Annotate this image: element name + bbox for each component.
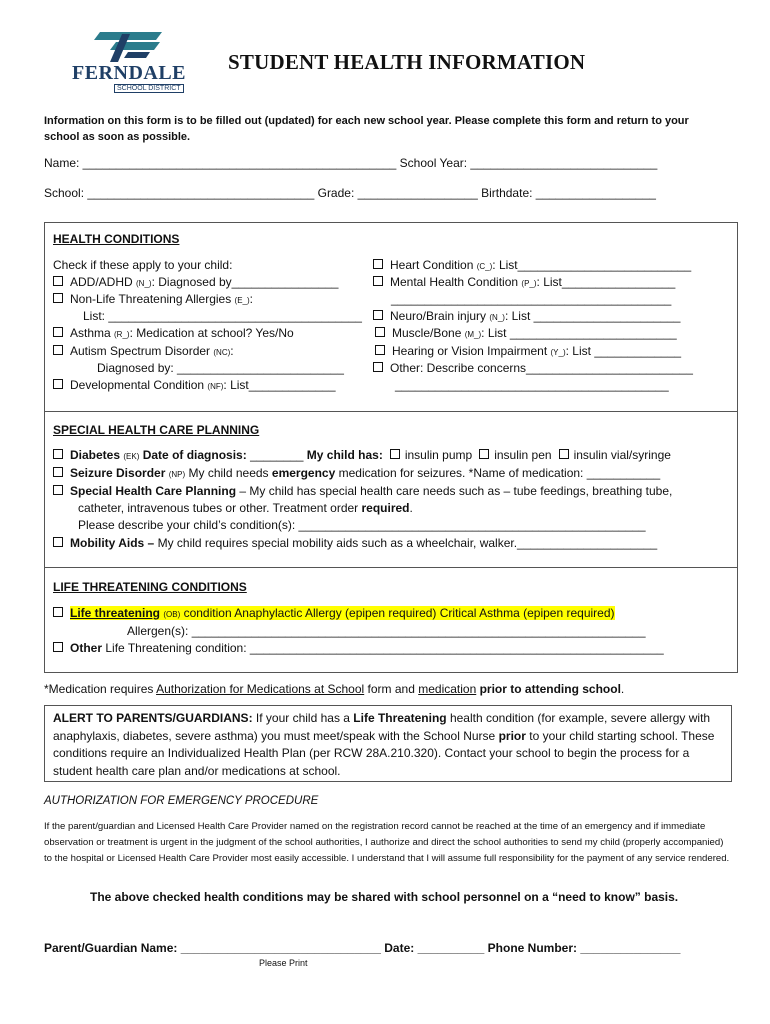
page-title: STUDENT HEALTH INFORMATION: [228, 50, 586, 74]
medication-link[interactable]: medication: [418, 682, 477, 696]
asthma-checkbox[interactable]: [53, 327, 63, 337]
mobility-item[interactable]: Mobility Aids – My child requires special mobility aids such as a wheelchair, walker._____________________: [53, 535, 657, 551]
diabetes-checkbox[interactable]: [53, 449, 63, 459]
signature-line[interactable]: Parent/Guardian Name: ______________________________ Date: __________ Phone Number: _______________: [44, 941, 681, 955]
school-grade-birthdate-line[interactable]: School: __________________________________ Grade: __________________ Birthdate: __________________: [44, 186, 656, 200]
seizure-item[interactable]: Seizure Disorder (NP) My child needs emergency medication for seizures. *Name of medication: ___________: [53, 465, 660, 483]
diabetes-item[interactable]: Diabetes (EK) Date of diagnosis: ________ My child has: insulin pump insulin pen insulin vial/syringe: [53, 447, 671, 465]
allergies-checkbox[interactable]: [53, 293, 63, 303]
medication-note: *Medication requires Authorization for Medications at School form and medication prior to attending school.: [44, 682, 625, 696]
mental-health-checkbox[interactable]: [373, 276, 383, 286]
allergies-list-line[interactable]: List: ______________________________________: [83, 309, 362, 323]
life-threatening-checkbox[interactable]: [53, 607, 63, 617]
logo-subtext: SCHOOL DISTRICT: [114, 84, 184, 93]
allergies-item[interactable]: Non-Life Threatening Allergies (E_):: [53, 291, 253, 309]
autism-diagnosed-line[interactable]: Diagnosed by: _________________________: [97, 361, 344, 375]
autism-item[interactable]: Autism Spectrum Disorder (NC):: [53, 343, 234, 361]
seizure-checkbox[interactable]: [53, 467, 63, 477]
other-life-threatening-item[interactable]: Other Life Threatening condition: ______________________________________________________________: [53, 640, 664, 656]
health-conditions-title: HEALTH CONDITIONS: [53, 232, 180, 246]
planning-line-2: catheter, intravenous tubes or other. Treatment order required.: [78, 501, 413, 515]
adhd-item[interactable]: ADD/ADHD (N_): Diagnosed by________________: [53, 274, 338, 292]
life-threatening-section: [44, 567, 738, 673]
neuro-checkbox[interactable]: [373, 310, 383, 320]
allergens-line[interactable]: Allergen(s): ____________________________________________________________________: [127, 624, 646, 638]
intro-text: Information on this form is to be filled out (updated) for each new school year. Please complete this form and return to your school as soon as possible.: [44, 115, 689, 143]
neuro-item[interactable]: Neuro/Brain injury (N_): List ______________________: [373, 308, 680, 326]
heart-item[interactable]: Heart Condition (C_): List__________________________: [373, 257, 691, 275]
authorization-form-link[interactable]: Authorization for Medications at School: [156, 682, 365, 696]
planning-item[interactable]: Special Health Care Planning – My child has special health care needs such as – tube feedings, breathing tube,: [53, 483, 672, 499]
other-concerns-continued-line[interactable]: _________________________________________: [395, 378, 669, 392]
life-threatening-title: LIFE THREATENING CONDITIONS: [53, 580, 247, 594]
health-conditions-section: [44, 222, 738, 412]
adhd-checkbox[interactable]: [53, 276, 63, 286]
heart-checkbox[interactable]: [373, 259, 383, 269]
authorization-title: AUTHORIZATION FOR EMERGENCY PROCEDURE: [44, 795, 319, 807]
authorization-text: If the parent/guardian and Licensed Health Care Provider named on the registration record cannot be reached at the time of an emergency and if immediate observation or treatment is urgent in the judgment of the school authorities, I authorize and direct the school authorities to send my child (properly accompanied) to the hospital or Licensed Health Care Provider most easily accessible. I understand that I will assume full responsibility for the payment of any service rendered.: [44, 821, 730, 864]
mental-health-continued-line[interactable]: __________________________________________: [391, 292, 672, 306]
logo-text: FERNDALE: [72, 62, 187, 84]
muscle-bone-checkbox[interactable]: [375, 327, 385, 337]
life-threatening-highlight: Life threatening (OB) condition Anaphylactic Allergy (epipen required) Critical Asthma (epipen required): [70, 606, 615, 620]
alert-box: ALERT TO PARENTS/GUARDIANS: If your child has a Life Threatening health condition (for example, severe allergy with anaphylaxis, diabetes, severe asthma) you must meet/speak with the School Nurse prior to your child starting school. These conditions require an Individualized Health Plan (per RCW 28A.210.320). Contact your school to begin the process for a student health care plan and/or medications at school.: [44, 705, 732, 782]
special-care-title: SPECIAL HEALTH CARE PLANNING: [53, 423, 260, 437]
life-threatening-item[interactable]: [53, 605, 615, 623]
insulin-pump-checkbox[interactable]: [390, 449, 400, 459]
insulin-vial-checkbox[interactable]: [559, 449, 569, 459]
other-concerns-checkbox[interactable]: [373, 362, 383, 372]
mental-health-item[interactable]: Mental Health Condition (P_): List_________________: [373, 274, 675, 292]
planning-describe-line[interactable]: Please describe your child’s condition(s): ____________________________________________________: [78, 518, 646, 532]
check-prompt: Check if these apply to your child:: [53, 258, 233, 272]
developmental-checkbox[interactable]: [53, 379, 63, 389]
mobility-checkbox[interactable]: [53, 537, 63, 547]
insulin-pen-checkbox[interactable]: [479, 449, 489, 459]
hearing-vision-item[interactable]: Hearing or Vision Impairment (Y_): List _____________: [375, 343, 681, 361]
name-school-year-line[interactable]: Name: _______________________________________________ School Year: ____________________________: [44, 156, 658, 170]
other-life-threatening-checkbox[interactable]: [53, 642, 63, 652]
asthma-item[interactable]: Asthma (R_): Medication at school? Yes/No: [53, 325, 294, 343]
ferndale-logo: [70, 28, 195, 100]
developmental-item[interactable]: Developmental Condition (NF): List_____________: [53, 377, 336, 395]
autism-checkbox[interactable]: [53, 345, 63, 355]
hearing-vision-checkbox[interactable]: [375, 345, 385, 355]
special-care-section: [44, 411, 738, 568]
share-note: The above checked health conditions may be shared with school personnel on a “need to know” basis.: [90, 890, 679, 904]
other-concerns-item[interactable]: Other: Describe concerns_________________________: [373, 360, 693, 376]
planning-checkbox[interactable]: [53, 485, 63, 495]
please-print-label: Please Print: [259, 958, 308, 968]
muscle-bone-item[interactable]: Muscle/Bone (M_): List _________________________: [375, 325, 677, 343]
